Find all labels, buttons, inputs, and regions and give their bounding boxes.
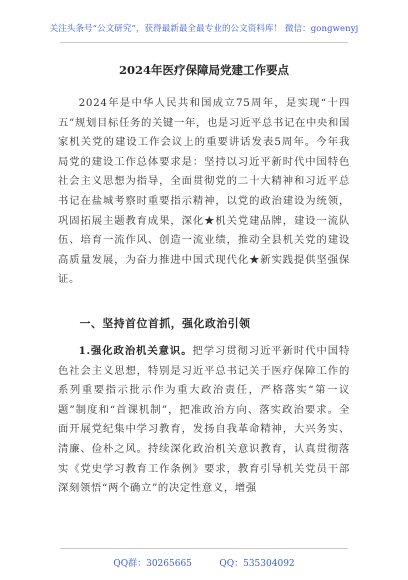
item-1-body: 把学习贯彻习近平新时代中国特色社会主义思想，特别是习近平总书记关于医疗保障工作的系列重要指示批示作为重大政治责任，严格落实“第一议题”制度和“首课机制”，把准政治方向、落实政治要求。全面开展党纪集中学习教育，发扬自我革命精神，大兴务实、清廉、俭朴之风。持续深化政治机关意识教育，认真贯彻落实《党史学习教育工作条例》要求，教育引导机关党员干部深刻领悟“两个确立”的决定性意义，增强 <box>58 345 350 495</box>
item-1-heading: 1.强化政治机关意识。 <box>78 345 193 357</box>
intro-paragraph: 2024年是中华人民共和国成立75周年，是实现“十四五”规划目标任务的关键一年，也是习近平总书记在中央和国家机关党的建设工作会议上的重要讲话发表5周年。今年我局党的建设工作总体要求是：坚持以习近平新时代中国特色社会主义思想为指导，全面贯彻党的二十大精神和习近平总书记在盐城考察时重要指示精神，以党的政治建设为统领，巩固拓展主题教育成果，深化★机关党建品牌，建设一流队伍、培育一流作风、创造一流业绩，推动全县机关党的建设高质量发展，为奋力推进中国式现代化★新实践提供坚强保证。 <box>58 97 350 286</box>
document-title: 2024年医疗保障局党建工作要点 <box>118 63 289 77</box>
header-banner: 关注头条号“公文研究”，获得最新最全最专业的公文资料库！ 微信：gongwenyj <box>49 24 359 34</box>
footer-divider <box>60 548 348 549</box>
item-1-paragraph <box>58 342 350 499</box>
section-heading: 一、坚持首位首抓，强化政治引领 <box>79 317 251 330</box>
footer-contact: QQ群：30265665 QQ：535304092 <box>113 559 295 569</box>
header-divider <box>60 42 348 43</box>
